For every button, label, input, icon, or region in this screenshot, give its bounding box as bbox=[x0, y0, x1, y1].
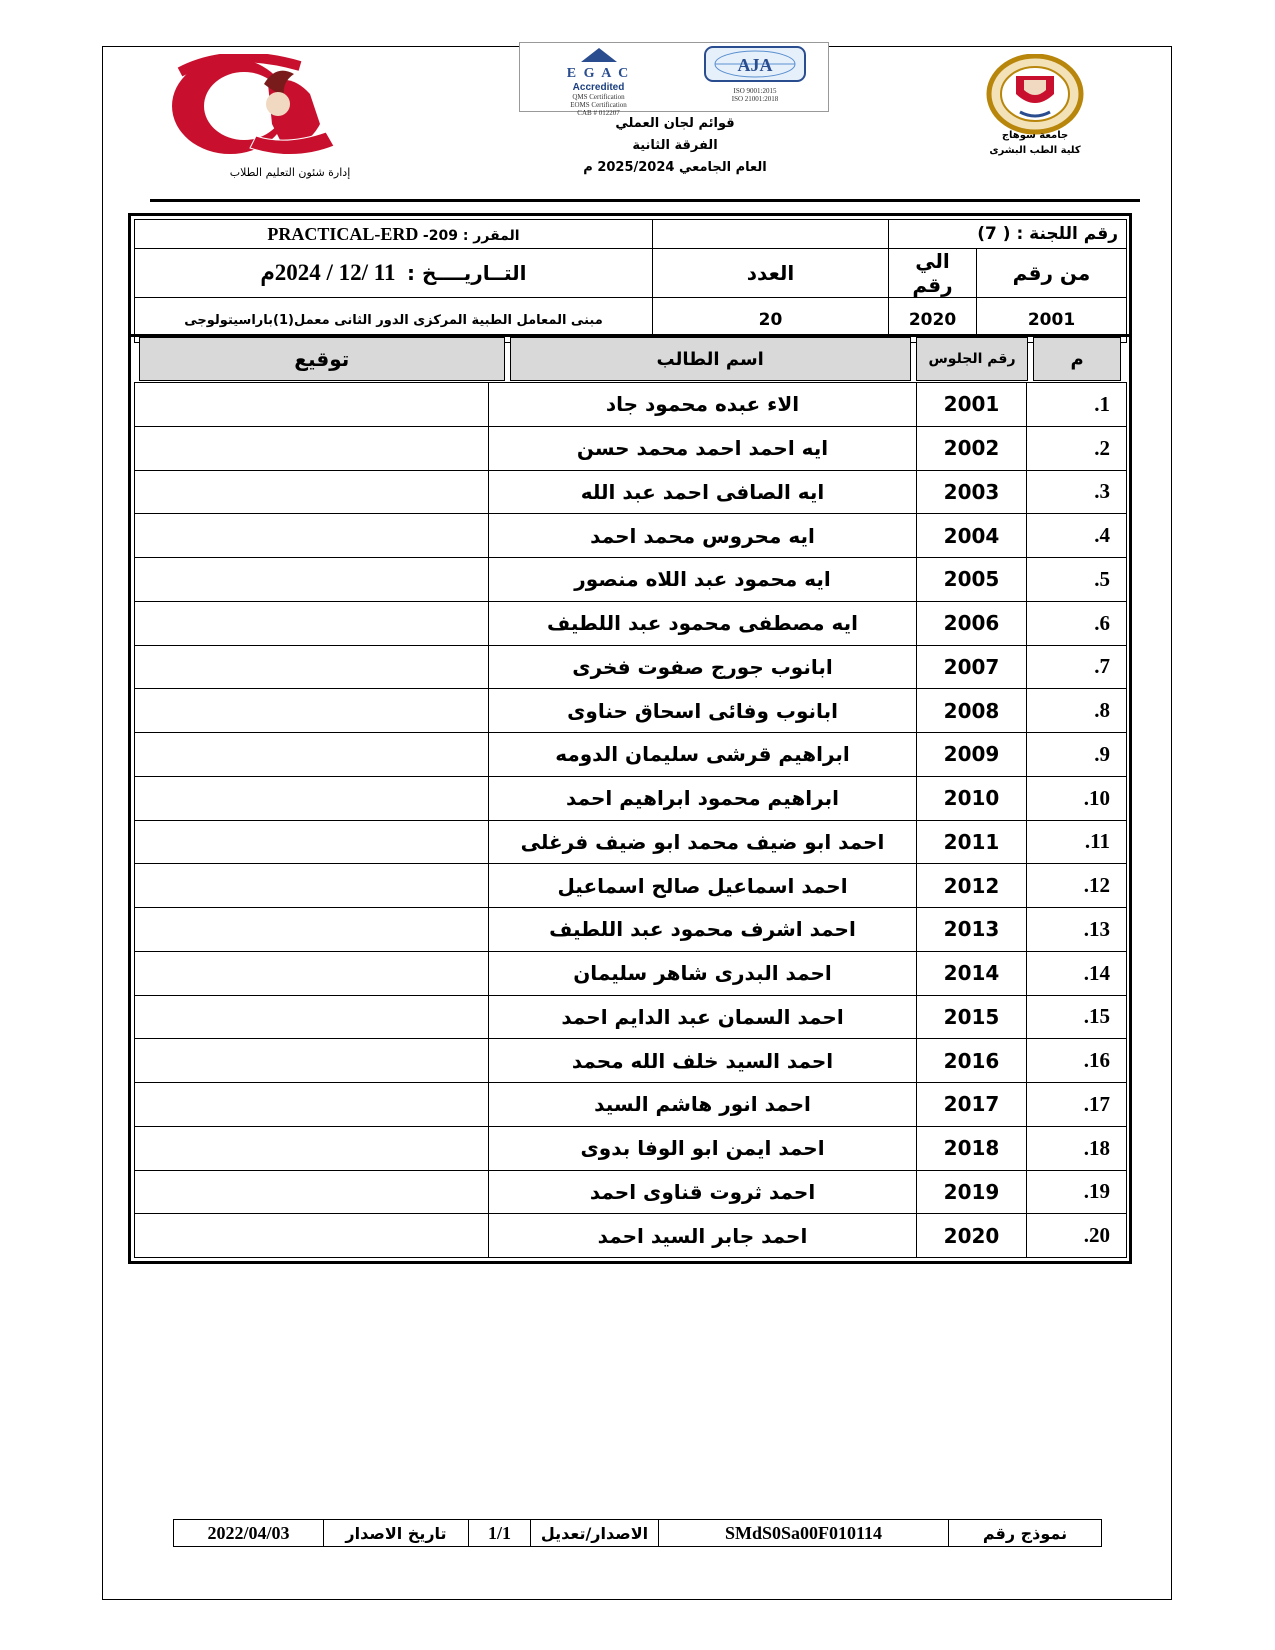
student-name: احمد جابر السيد احمد bbox=[489, 1214, 917, 1258]
form-number-label: نموذج رقم bbox=[949, 1520, 1102, 1547]
signature-cell bbox=[135, 995, 489, 1039]
table-row bbox=[135, 733, 1127, 777]
signature-cell bbox=[135, 470, 489, 514]
row-index: 8. bbox=[1027, 689, 1127, 733]
form-number-value: SMdS0Sa00F010114 bbox=[659, 1520, 949, 1547]
table-row bbox=[135, 1170, 1127, 1214]
course-code: PRACTICAL-ERD bbox=[267, 223, 419, 244]
date-cell bbox=[135, 249, 653, 298]
seat-number: 2001 bbox=[917, 383, 1027, 427]
committee-info-table bbox=[134, 219, 1127, 343]
seat-number: 2009 bbox=[917, 733, 1027, 777]
signature-cell bbox=[135, 908, 489, 952]
student-name: ابانوب جورج صفوت فخرى bbox=[489, 645, 917, 689]
seat-number: 2013 bbox=[917, 908, 1027, 952]
student-name: ايه محروس محمد احمد bbox=[489, 514, 917, 558]
version-label: الاصدار/تعديل bbox=[531, 1520, 659, 1547]
title-year-group: الفرقة الثانية bbox=[632, 138, 718, 153]
student-table bbox=[134, 382, 1127, 1258]
issue-date-value: 2022/04/03 bbox=[174, 1520, 324, 1547]
signature-cell bbox=[135, 864, 489, 908]
signature-cell bbox=[135, 733, 489, 777]
row-index: 1. bbox=[1027, 383, 1127, 427]
table-row bbox=[135, 908, 1127, 952]
count-value: 20 bbox=[653, 298, 889, 343]
row-index: 14. bbox=[1027, 951, 1127, 995]
table-row bbox=[135, 383, 1127, 427]
row-index: 6. bbox=[1027, 601, 1127, 645]
table-row bbox=[135, 426, 1127, 470]
seat-number: 2002 bbox=[917, 426, 1027, 470]
document-titles bbox=[520, 113, 830, 179]
signature-cell bbox=[135, 1170, 489, 1214]
aja-name: AJA bbox=[737, 55, 773, 75]
table-row bbox=[135, 689, 1127, 733]
signature-cell bbox=[135, 601, 489, 645]
seat-number: 2014 bbox=[917, 951, 1027, 995]
seat-number: 2015 bbox=[917, 995, 1027, 1039]
signature-cell bbox=[135, 514, 489, 558]
table-row bbox=[135, 820, 1127, 864]
seat-number: 2006 bbox=[917, 601, 1027, 645]
student-table-header bbox=[134, 337, 1126, 381]
egac-badge: E G A C bbox=[566, 66, 631, 81]
student-rows bbox=[135, 383, 1127, 1258]
table-row bbox=[135, 514, 1127, 558]
column-signature: توقيع bbox=[139, 337, 505, 381]
to-value: 2020 bbox=[889, 298, 977, 343]
egac-emblem-icon bbox=[569, 48, 629, 62]
from-value: 2001 bbox=[977, 298, 1127, 343]
student-name: احمد انور هاشم السيد bbox=[489, 1083, 917, 1127]
row-index: 12. bbox=[1027, 864, 1127, 908]
signature-cell bbox=[135, 951, 489, 995]
seat-number: 2016 bbox=[917, 1039, 1027, 1083]
row-index: 5. bbox=[1027, 558, 1127, 602]
row-index: 3. bbox=[1027, 470, 1127, 514]
date-label: التــاريــــخ : bbox=[407, 261, 527, 285]
aja-line: ISO 9001:2015 bbox=[733, 87, 777, 95]
column-index: م bbox=[1033, 337, 1121, 381]
table-row bbox=[135, 645, 1127, 689]
seat-number: 2004 bbox=[917, 514, 1027, 558]
aja-globe-icon bbox=[703, 45, 807, 83]
seat-number: 2017 bbox=[917, 1083, 1027, 1127]
student-name: احمد اشرف محمود عبد اللطيف bbox=[489, 908, 917, 952]
seat-number: 2018 bbox=[917, 1126, 1027, 1170]
table-row bbox=[135, 995, 1127, 1039]
title-academic-year: العام الجامعي 2025/2024 م bbox=[583, 160, 767, 175]
student-name: ابراهيم محمود ابراهيم احمد bbox=[489, 776, 917, 820]
student-name: احمد ابو ضيف محمد ابو ضيف فرغلى bbox=[489, 820, 917, 864]
table-row bbox=[135, 558, 1127, 602]
aja-certification bbox=[700, 45, 810, 107]
table-row bbox=[135, 864, 1127, 908]
table-row bbox=[135, 601, 1127, 645]
from-label: من رقم bbox=[977, 249, 1127, 298]
egac-line: QMS Certification bbox=[572, 93, 625, 101]
row-index: 20. bbox=[1027, 1214, 1127, 1258]
student-name: ابانوب وفائى اسحاق حناوى bbox=[489, 689, 917, 733]
row-index: 11. bbox=[1027, 820, 1127, 864]
aja-line: ISO 21001:2018 bbox=[731, 95, 779, 103]
signature-cell bbox=[135, 776, 489, 820]
committee-number: رقم اللجنة : ( 7) bbox=[889, 220, 1127, 249]
issue-date-label: تاريخ الاصدار bbox=[324, 1520, 469, 1547]
student-name: احمد السمان عبد الدايم احمد bbox=[489, 995, 917, 1039]
table-row bbox=[135, 1214, 1127, 1258]
date-value: 11 /12 / 2024م bbox=[260, 260, 396, 285]
egac-line: CAB # 012207 bbox=[577, 109, 620, 117]
faculty-line: كلية الطب البشرى bbox=[989, 145, 1081, 156]
blank-cell bbox=[653, 220, 889, 249]
seat-number: 2011 bbox=[917, 820, 1027, 864]
student-name: احمد ثروت قناوى احمد bbox=[489, 1170, 917, 1214]
seat-number: 2007 bbox=[917, 645, 1027, 689]
table-row bbox=[135, 776, 1127, 820]
university-name bbox=[975, 128, 1095, 158]
signature-cell bbox=[135, 645, 489, 689]
signature-cell bbox=[135, 1126, 489, 1170]
row-index: 16. bbox=[1027, 1039, 1127, 1083]
version-value: 1/1 bbox=[469, 1520, 531, 1547]
title-committees: قوائم لجان العملي bbox=[615, 116, 735, 131]
signature-cell bbox=[135, 383, 489, 427]
student-name: ايه الصافى احمد عبد الله bbox=[489, 470, 917, 514]
student-name: الاء عبده محمود جاد bbox=[489, 383, 917, 427]
signature-cell bbox=[135, 558, 489, 602]
row-index: 2. bbox=[1027, 426, 1127, 470]
row-index: 18. bbox=[1027, 1126, 1127, 1170]
to-label: الي رقم bbox=[889, 249, 977, 298]
student-name: ايه مصطفى محمود عبد اللطيف bbox=[489, 601, 917, 645]
seat-number: 2019 bbox=[917, 1170, 1027, 1214]
seat-number: 2005 bbox=[917, 558, 1027, 602]
egac-accreditation bbox=[526, 47, 671, 117]
course-label: المقرر : 209- bbox=[422, 227, 520, 244]
table-row bbox=[135, 1083, 1127, 1127]
signature-cell bbox=[135, 1214, 489, 1258]
table-row bbox=[135, 1039, 1127, 1083]
signature-cell bbox=[135, 1083, 489, 1127]
row-index: 15. bbox=[1027, 995, 1127, 1039]
student-name: ابراهيم قرشى سليمان الدومه bbox=[489, 733, 917, 777]
column-student-name: اسم الطالب bbox=[510, 337, 911, 381]
seat-number: 2003 bbox=[917, 470, 1027, 514]
exam-location: مبنى المعامل الطبية المركزى الدور الثانى معمل(1)باراسيتولوجى bbox=[135, 298, 653, 343]
form-footer bbox=[173, 1519, 1102, 1547]
seat-number: 2010 bbox=[917, 776, 1027, 820]
signature-cell bbox=[135, 689, 489, 733]
seat-number: 2020 bbox=[917, 1214, 1027, 1258]
column-seat-number: رقم الجلوس bbox=[916, 337, 1028, 381]
row-index: 4. bbox=[1027, 514, 1127, 558]
table-row bbox=[135, 1126, 1127, 1170]
seat-number: 2012 bbox=[917, 864, 1027, 908]
row-index: 13. bbox=[1027, 908, 1127, 952]
student-name: احمد اسماعيل صالح اسماعيل bbox=[489, 864, 917, 908]
row-index: 9. bbox=[1027, 733, 1127, 777]
student-name: احمد ايمن ابو الوفا بدوى bbox=[489, 1126, 917, 1170]
egac-accredited: Accredited bbox=[572, 82, 625, 93]
student-name: احمد السيد خلف الله محمد bbox=[489, 1039, 917, 1083]
signature-cell bbox=[135, 820, 489, 864]
certification-box bbox=[519, 42, 829, 117]
row-index: 17. bbox=[1027, 1083, 1127, 1127]
seat-number: 2008 bbox=[917, 689, 1027, 733]
faculty-of-medicine-logo bbox=[160, 54, 350, 164]
table-row bbox=[135, 951, 1127, 995]
student-name: ايه احمد احمد محمد حسن bbox=[489, 426, 917, 470]
count-label: العدد bbox=[653, 249, 889, 298]
row-index: 7. bbox=[1027, 645, 1127, 689]
egac-line: EOMS Certification bbox=[570, 101, 627, 109]
signature-cell bbox=[135, 1039, 489, 1083]
student-name: ايه محمود عبد اللاه منصور bbox=[489, 558, 917, 602]
university-line: جامعة سوهاج bbox=[1001, 130, 1069, 141]
course-cell bbox=[135, 220, 653, 249]
signature-cell bbox=[135, 426, 489, 470]
row-index: 10. bbox=[1027, 776, 1127, 820]
table-row bbox=[135, 470, 1127, 514]
header-divider bbox=[150, 199, 1140, 202]
student-affairs-department: إدارة شئون التعليم الطلاب bbox=[229, 166, 351, 179]
student-name: احمد البدرى شاهر سليمان bbox=[489, 951, 917, 995]
row-index: 19. bbox=[1027, 1170, 1127, 1214]
